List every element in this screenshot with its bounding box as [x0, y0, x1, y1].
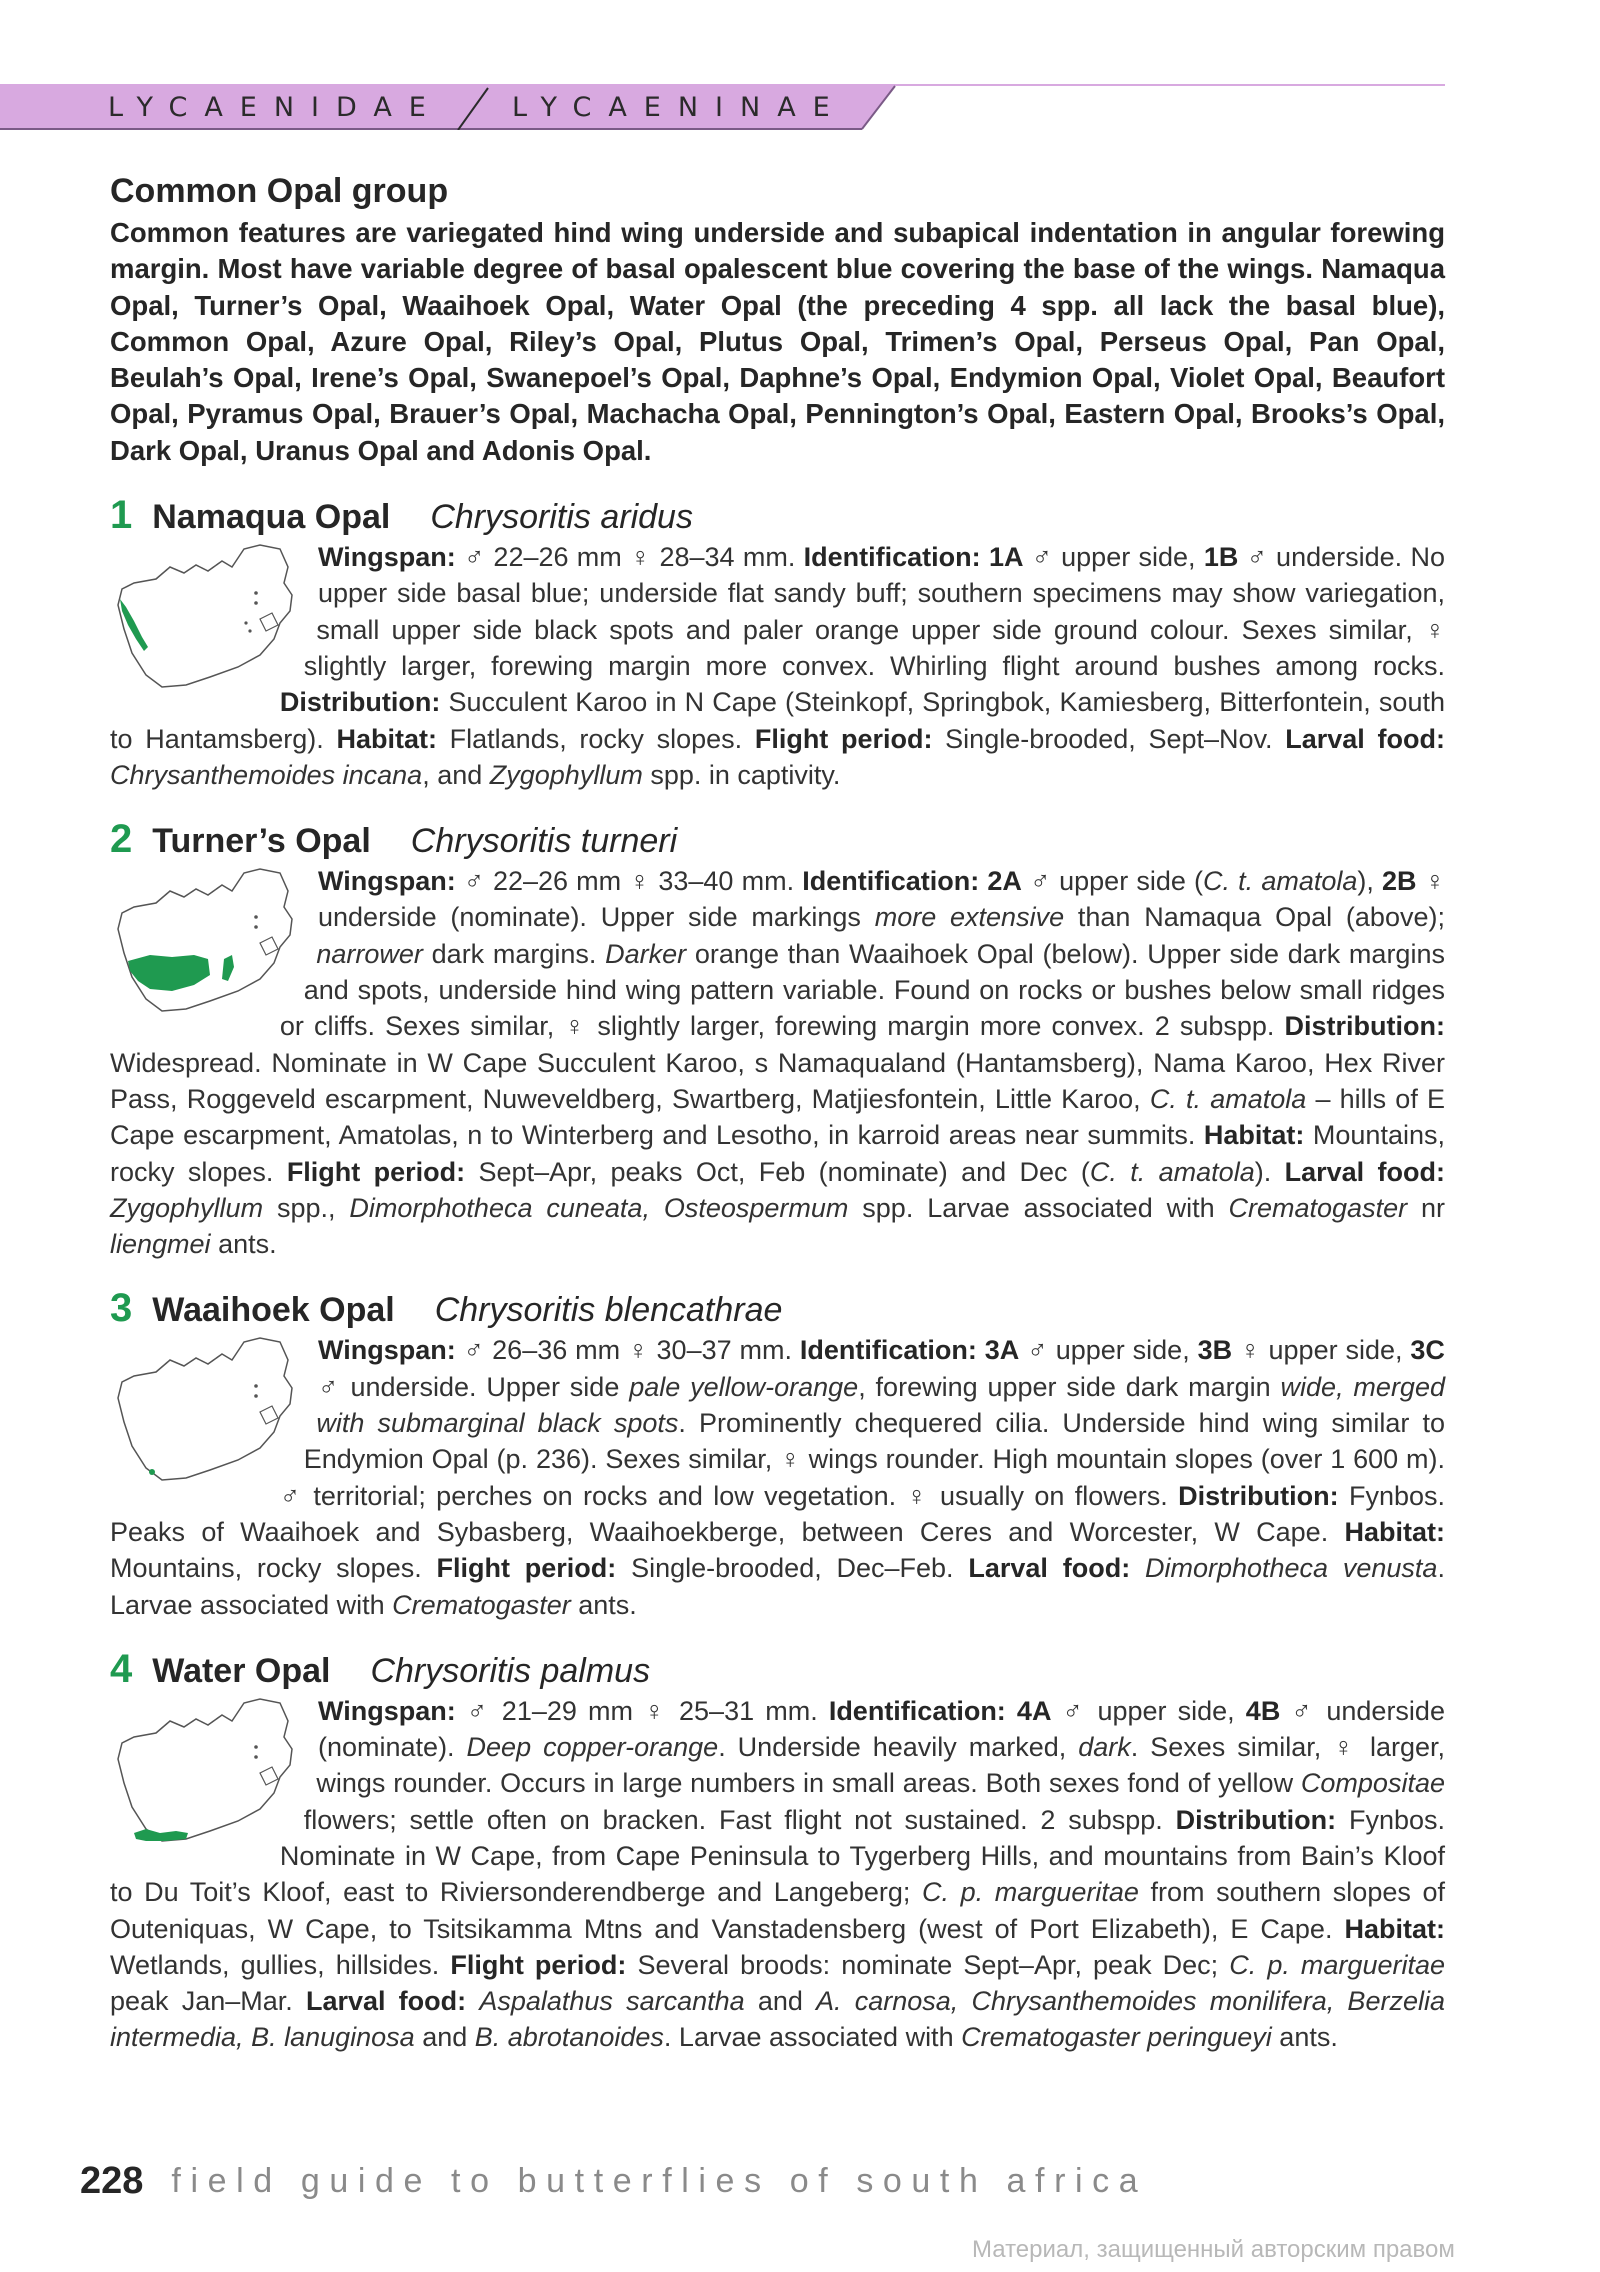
id-text: than Namaqua Opal (above); — [1077, 902, 1445, 933]
label-larval-food: Larval food: — [968, 1553, 1131, 1584]
id-text: . Prominently chequered cilia. Underside hind wing similar to Endymion Opal (p. 236). Sexes similar, ♀ wings rounder. High mountain slopes (over 1 600 m). ♂ territorial; perches on rocks and low vegetation. ♀ usually on flowers. — [279, 1408, 1445, 1511]
id-text: dark — [1078, 1732, 1131, 1763]
id-text: Deep copper-orange — [466, 1732, 719, 1763]
flight-text: C. p. margueritae — [1229, 1949, 1445, 1980]
id-text: ♂ underside (nominate). — [318, 1695, 1445, 1763]
plate-ref: 2B — [1382, 866, 1417, 897]
species-entry-2 — [110, 815, 1445, 1262]
larval-text: Dimorphotheca venusta — [1144, 1553, 1438, 1584]
species-heading — [110, 1284, 1445, 1332]
header-family: LYCAENIDAE — [108, 92, 443, 123]
label-habitat: Habitat: — [1344, 1913, 1445, 1944]
species-entry-4 — [110, 1645, 1445, 2056]
id-text: ), — [1357, 866, 1374, 897]
id-text: flowers; settle often on bracken. Fast flight not sustained. 2 subspp. — [303, 1804, 1163, 1835]
distribution-map-3 — [110, 1332, 310, 1502]
plate-ref: 3A — [984, 1335, 1020, 1366]
plate-ref: 4A — [1016, 1695, 1052, 1726]
label-flight-period: Flight period: — [450, 1949, 627, 1980]
species-number: 3 — [110, 1286, 133, 1331]
species-number: 4 — [110, 1646, 133, 1691]
id-text: narrower — [316, 938, 423, 969]
label-larval-food: Larval food: — [305, 1986, 467, 2017]
plate-ref: 4B — [1245, 1695, 1281, 1726]
larval-text: Dimorphotheca cuneata, Osteospermum — [349, 1192, 849, 1223]
larval-text: liengmei — [110, 1229, 211, 1260]
flight-text: peak Jan–Mar. — [110, 1986, 293, 2017]
id-text: ♂ upper side, — [1062, 1695, 1235, 1726]
id-text: ♂ underside. No upper side basal blue; underside flat sandy buff; southern specimens may show variegation, small upper side black spots and paler orange upper side ground colour. Sexes similar, ♀ slightly larger, forewing margin more convex. Whirling flight around bushes among rocks. — [303, 542, 1445, 681]
habitat-text: Flatlands, rocky slopes. — [449, 723, 743, 754]
id-text: wide, merged with submarginal black spots — [316, 1371, 1445, 1439]
label-wingspan: Wingspan: — [318, 866, 456, 897]
id-text: ♂ upper side, — [1031, 542, 1196, 573]
book-title: field guide to butterflies of south africa — [171, 2162, 1148, 2200]
larval-text: spp. Larvae associated with — [862, 1192, 1215, 1223]
distribution-text: Succulent Karoo in N Cape (Steinkopf, Springbok, Kamiesberg, Bitterfontein, south to Hantamsberg). — [110, 687, 1445, 754]
larval-text: ants. — [578, 1589, 637, 1620]
wingspan-value: ♂ 21–29 mm ♀ 25–31 mm. — [466, 1695, 818, 1726]
group-title: Common Opal group — [110, 172, 449, 210]
larval-text: spp., — [276, 1192, 336, 1223]
label-wingspan: Wingspan: — [318, 1335, 456, 1366]
larval-text: spp. in captivity. — [650, 759, 841, 790]
distribution-text: – hills of E Cape escarpment, Amatolas, n to Winterberg and Lesotho, in karroid areas near summits. — [110, 1083, 1445, 1151]
label-identification: Identification: — [799, 1335, 977, 1366]
label-distribution: Distribution: — [1175, 1804, 1337, 1835]
wingspan-value: ♂ 22–26 mm ♀ 28–34 mm. — [464, 542, 796, 573]
label-distribution: Distribution: — [279, 687, 441, 718]
flight-text: Single-brooded, Sept–Nov. — [945, 723, 1273, 754]
species-number: 2 — [110, 817, 133, 862]
habitat-text: Mountains, rocky slopes. — [110, 1120, 1445, 1187]
id-text: ♂ underside. Upper side — [318, 1371, 620, 1402]
page-number: 228 — [80, 2160, 144, 2202]
flight-text: ). — [1254, 1156, 1272, 1187]
header-subfamily: LYCAENINAE — [512, 92, 847, 123]
id-text: dark margins. — [431, 938, 597, 969]
flight-text: Several broods: nominate Sept–Apr, peak Dec; — [637, 1949, 1219, 1980]
distribution-text: C. p. margueritae — [922, 1877, 1139, 1908]
distribution-text: from southern slopes of Outeniquas, W Cape, to Tsitsikamma Mtns and Vanstadensberg (west of Port Elizabeth), E Cape. — [110, 1877, 1445, 1944]
label-wingspan: Wingspan: — [318, 1695, 456, 1726]
label-distribution: Distribution: — [1178, 1480, 1339, 1511]
id-text: ♂ upper side, — [1027, 1335, 1190, 1366]
label-habitat: Habitat: — [336, 723, 437, 754]
label-flight-period: Flight period: — [286, 1156, 466, 1187]
larval-text: and — [757, 1986, 803, 2017]
distribution-text: Widespread. Nominate in W Cape Succulent Karoo, s Namaqualand (Hantamsberg), Nama Karoo, Hex River Pass, Roggeveld escarpment, Nuweveldberg, Swartberg, Matjiesfontein, Little Karoo, — [110, 1047, 1445, 1114]
plate-ref: 3B — [1197, 1335, 1233, 1366]
habitat-text: Wetlands, gullies, hillsides. — [110, 1949, 440, 1980]
larval-text: and — [422, 2022, 468, 2053]
species-description — [110, 539, 1445, 793]
page-content — [110, 172, 1445, 2056]
id-text: Compositae — [1300, 1768, 1445, 1799]
id-text: . Underside heavily marked, — [718, 1732, 1067, 1763]
wingspan-value: ♂ 22–26 mm ♀ 33–40 mm. — [463, 866, 795, 897]
plate-ref: 3C — [1410, 1335, 1445, 1366]
running-header — [0, 84, 1445, 130]
plate-ref: 1B — [1203, 542, 1239, 573]
label-distribution: Distribution: — [1284, 1011, 1445, 1042]
larval-text: ants. — [1279, 2022, 1338, 2053]
larval-text: Crematogaster — [392, 1589, 571, 1620]
flight-text: Sept–Apr, peaks Oct, Feb (nominate) and Dec ( — [478, 1156, 1090, 1187]
species-common-name: Waaihoek Opal — [152, 1291, 395, 1330]
larval-text: A. carnosa, Chrysanthemoides monilifera, Berzelia intermedia, B. lanuginosa — [110, 1986, 1445, 2053]
habitat-text: Mountains, rocky slopes. — [110, 1553, 422, 1584]
larval-text: nr — [1420, 1192, 1445, 1223]
label-larval-food: Larval food: — [1285, 723, 1445, 754]
species-heading — [110, 815, 1445, 863]
id-text: , forewing upper side dark margin — [858, 1371, 1271, 1402]
larval-text: Crematogaster — [1228, 1192, 1408, 1223]
distribution-text: Fynbos. Nominate in W Cape, from Cape Peninsula to Tygerberg Hills, and mountains from Bain’s Kloof to Du Toit’s Kloof, east to Riviersonderendberge and Langeberg; — [110, 1804, 1445, 1908]
species-scientific-name: Chrysoritis palmus — [370, 1651, 651, 1690]
larval-text: ants. — [218, 1229, 277, 1260]
label-flight-period: Flight period: — [754, 723, 933, 754]
label-larval-food: Larval food: — [1284, 1156, 1445, 1187]
species-common-name: Namaqua Opal — [152, 498, 391, 537]
id-text: . Sexes similar, ♀ larger, wings rounder. Occurs in large numbers in small areas. Both sexes fond of yellow — [316, 1732, 1445, 1799]
id-text: ♀ underside (nominate). Upper side markings — [318, 866, 1445, 933]
species-description — [110, 863, 1445, 1262]
id-text: pale yellow-orange — [629, 1371, 859, 1402]
label-habitat: Habitat: — [1203, 1120, 1305, 1151]
larval-text: , and — [422, 759, 483, 790]
distribution-text: Fynbos. Peaks of Waaihoek and Sybasberg, Waaihoekberge, between Ceres and Worcester, W Cape. — [110, 1480, 1445, 1547]
larval-text: Zygophyllum — [110, 1192, 264, 1223]
species-description — [110, 1693, 1445, 2056]
species-entry-1 — [110, 491, 1445, 793]
label-flight-period: Flight period: — [436, 1553, 617, 1584]
plate-ref: 1A — [988, 542, 1024, 573]
group-description: Common features are variegated hind wing underside and subapical indentation in angular forewing margin. Most have variable degree of basal opalescent blue covering the base of the wings. Namaqua Opal, Turner’s Opal, Waaihoek Opal, Water Opal (the preceding 4 spp. all lack the basal blue), Common Opal, Azure Opal, Riley’s Opal, Plutus Opal, Trimen’s Opal, Perseus Opal, Pan Opal, Beulah’s Opal, Irene’s Opal, Swanepoel’s Opal, Daphne’s Opal, Endymion Opal, Violet Opal, Beaufort Opal, Pyramus Opal, Brauer’s Opal, Machacha Opal, Pennington’s Opal, Eastern Opal, Brooks’s Opal, Dark Opal, Uranus Opal and Adonis Opal. — [110, 217, 1445, 466]
plate-ref: 2A — [987, 866, 1022, 897]
id-text: C. t. amatola — [1203, 866, 1358, 897]
species-number: 1 — [110, 493, 133, 538]
larval-text: Zygophyllum — [489, 759, 643, 790]
larval-text: Crematogaster peringueyi — [961, 2022, 1272, 2053]
species-heading — [110, 491, 1445, 539]
id-text: orange than Waaihoek Opal (below). Upper side dark margins and spots, underside hind wing pattern variable. Found on rocks or bushes below small ridges or cliffs. Sexes similar, ♀ slightly larger, forewing margin more convex. 2 subspp. — [279, 938, 1445, 1042]
species-description — [110, 1332, 1445, 1622]
larval-text: B. abrotanoides — [474, 2022, 664, 2053]
species-heading — [110, 1645, 1445, 1693]
distribution-text: C. t. amatola — [1149, 1083, 1307, 1114]
label-habitat: Habitat: — [1344, 1516, 1445, 1547]
species-common-name: Turner’s Opal — [152, 822, 371, 861]
wingspan-value: ♂ 26–36 mm ♀ 30–37 mm. — [463, 1335, 792, 1366]
id-text: ♂ upper side ( — [1030, 866, 1204, 897]
id-text: ♀ upper side, — [1240, 1335, 1403, 1366]
species-scientific-name: Chrysoritis turneri — [410, 822, 678, 861]
species-common-name: Water Opal — [152, 1651, 331, 1690]
flight-text: Single-brooded, Dec–Feb. — [631, 1553, 954, 1584]
larval-text: . Larvae associated with — [663, 2022, 954, 2053]
larval-text: Aspalathus sarcantha — [479, 1986, 745, 2017]
id-text: more extensive — [874, 902, 1065, 933]
larval-text: . Larvae associated with — [110, 1553, 1445, 1620]
id-text: Darker — [605, 938, 687, 969]
flight-text: C. t. amatola — [1089, 1156, 1255, 1187]
species-scientific-name: Chrysoritis aridus — [430, 498, 693, 537]
label-identification: Identification: — [802, 866, 980, 897]
label-wingspan: Wingspan: — [318, 542, 456, 573]
page-footer — [80, 2160, 1147, 2210]
label-identification: Identification: — [803, 542, 981, 573]
larval-text: Chrysanthemoides incana — [110, 759, 423, 790]
copyright-watermark: Материал, защищенный авторским правом — [972, 2236, 1455, 2263]
species-entry-3 — [110, 1284, 1445, 1622]
species-scientific-name: Chrysoritis blencathrae — [434, 1291, 783, 1330]
label-identification: Identification: — [828, 1695, 1006, 1726]
